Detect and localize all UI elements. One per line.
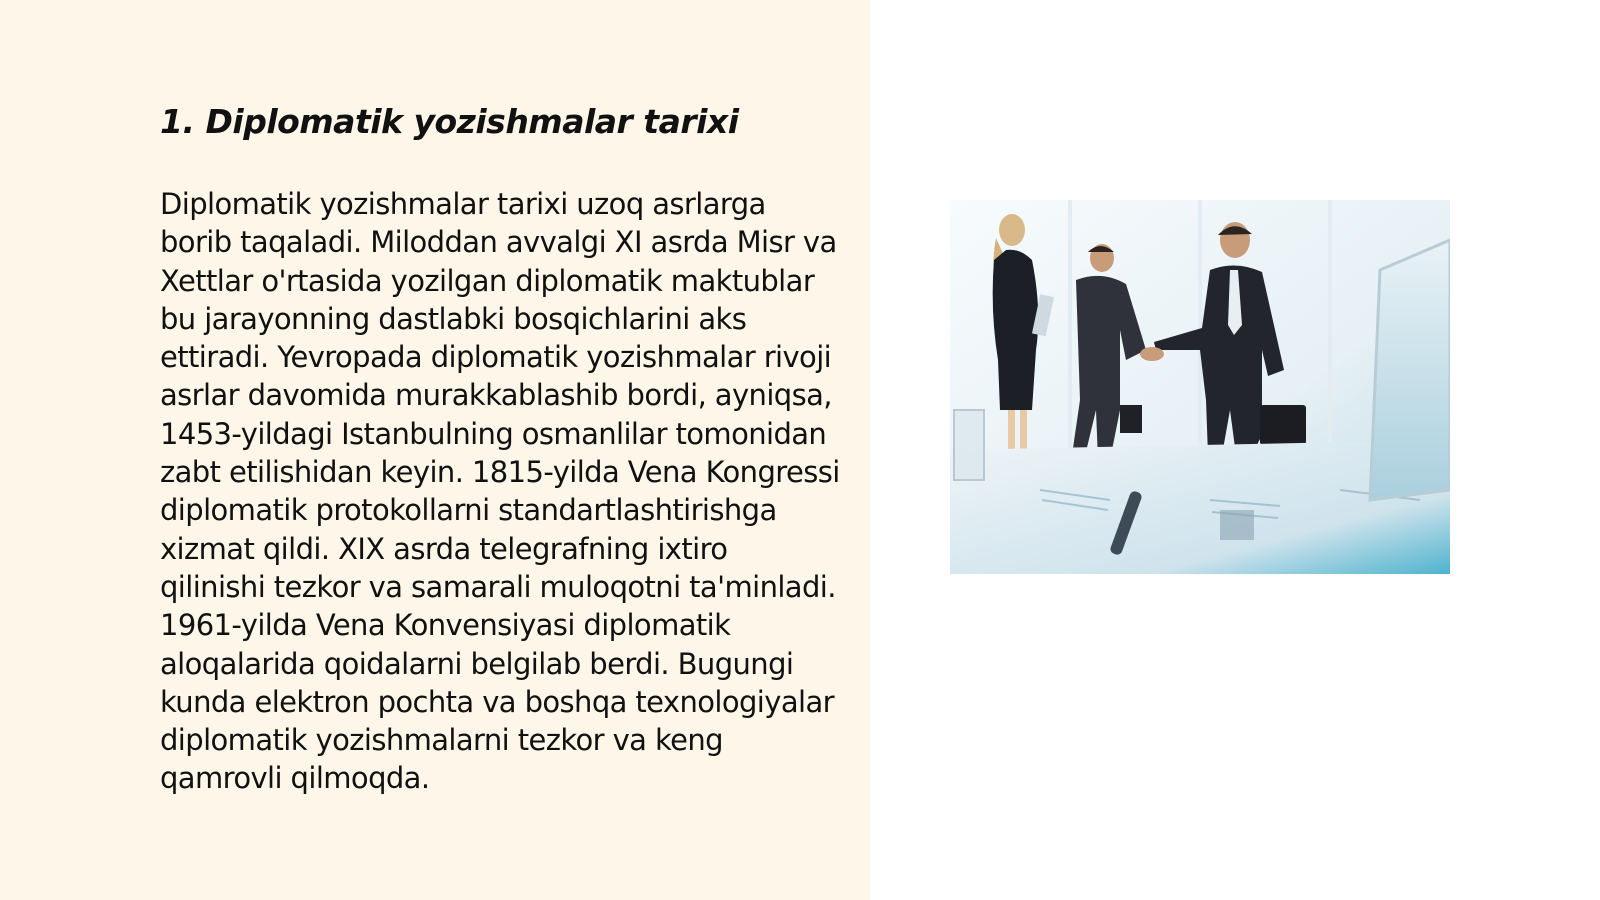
slide-body-text: Diplomatik yozishmalar tarixi uzoq asrlarga borib taqaladi. Miloddan avvalgi XI asrda Misr va Xettlar o'rtasida yozilgan diplomatik maktublar bu jarayonning dastlabki bosqichlarini aks ettiradi. Yevropada diplomatik yozishmalar rivoji asrlar davomida murakkablashib bordi, ayniqsa, 1453-yildagi Istanbulning osmanlilar tomonidan zabt etilishidan keyin. 1815-yilda Vena Kongressi diplomatik protokollarni standartlashtirishga xizmat qildi. XIX asrda telegrafning ixtiro qilinishi tezkor va samarali muloqotni ta'minladi. 1961-yilda Vena Konvensiyasi diplomatik aloqalarida qoidalarni belgilab berdi. Bugungi kunda elektron pochta va boshqa texnologiyalar diplomatik yozishmalarni tezkor va keng qamrovli qilmoqda. [160, 187, 840, 796]
business-handshake-photo [950, 200, 1450, 574]
slide-title: 1. Diplomatik yozishmalar tarixi [160, 102, 739, 141]
